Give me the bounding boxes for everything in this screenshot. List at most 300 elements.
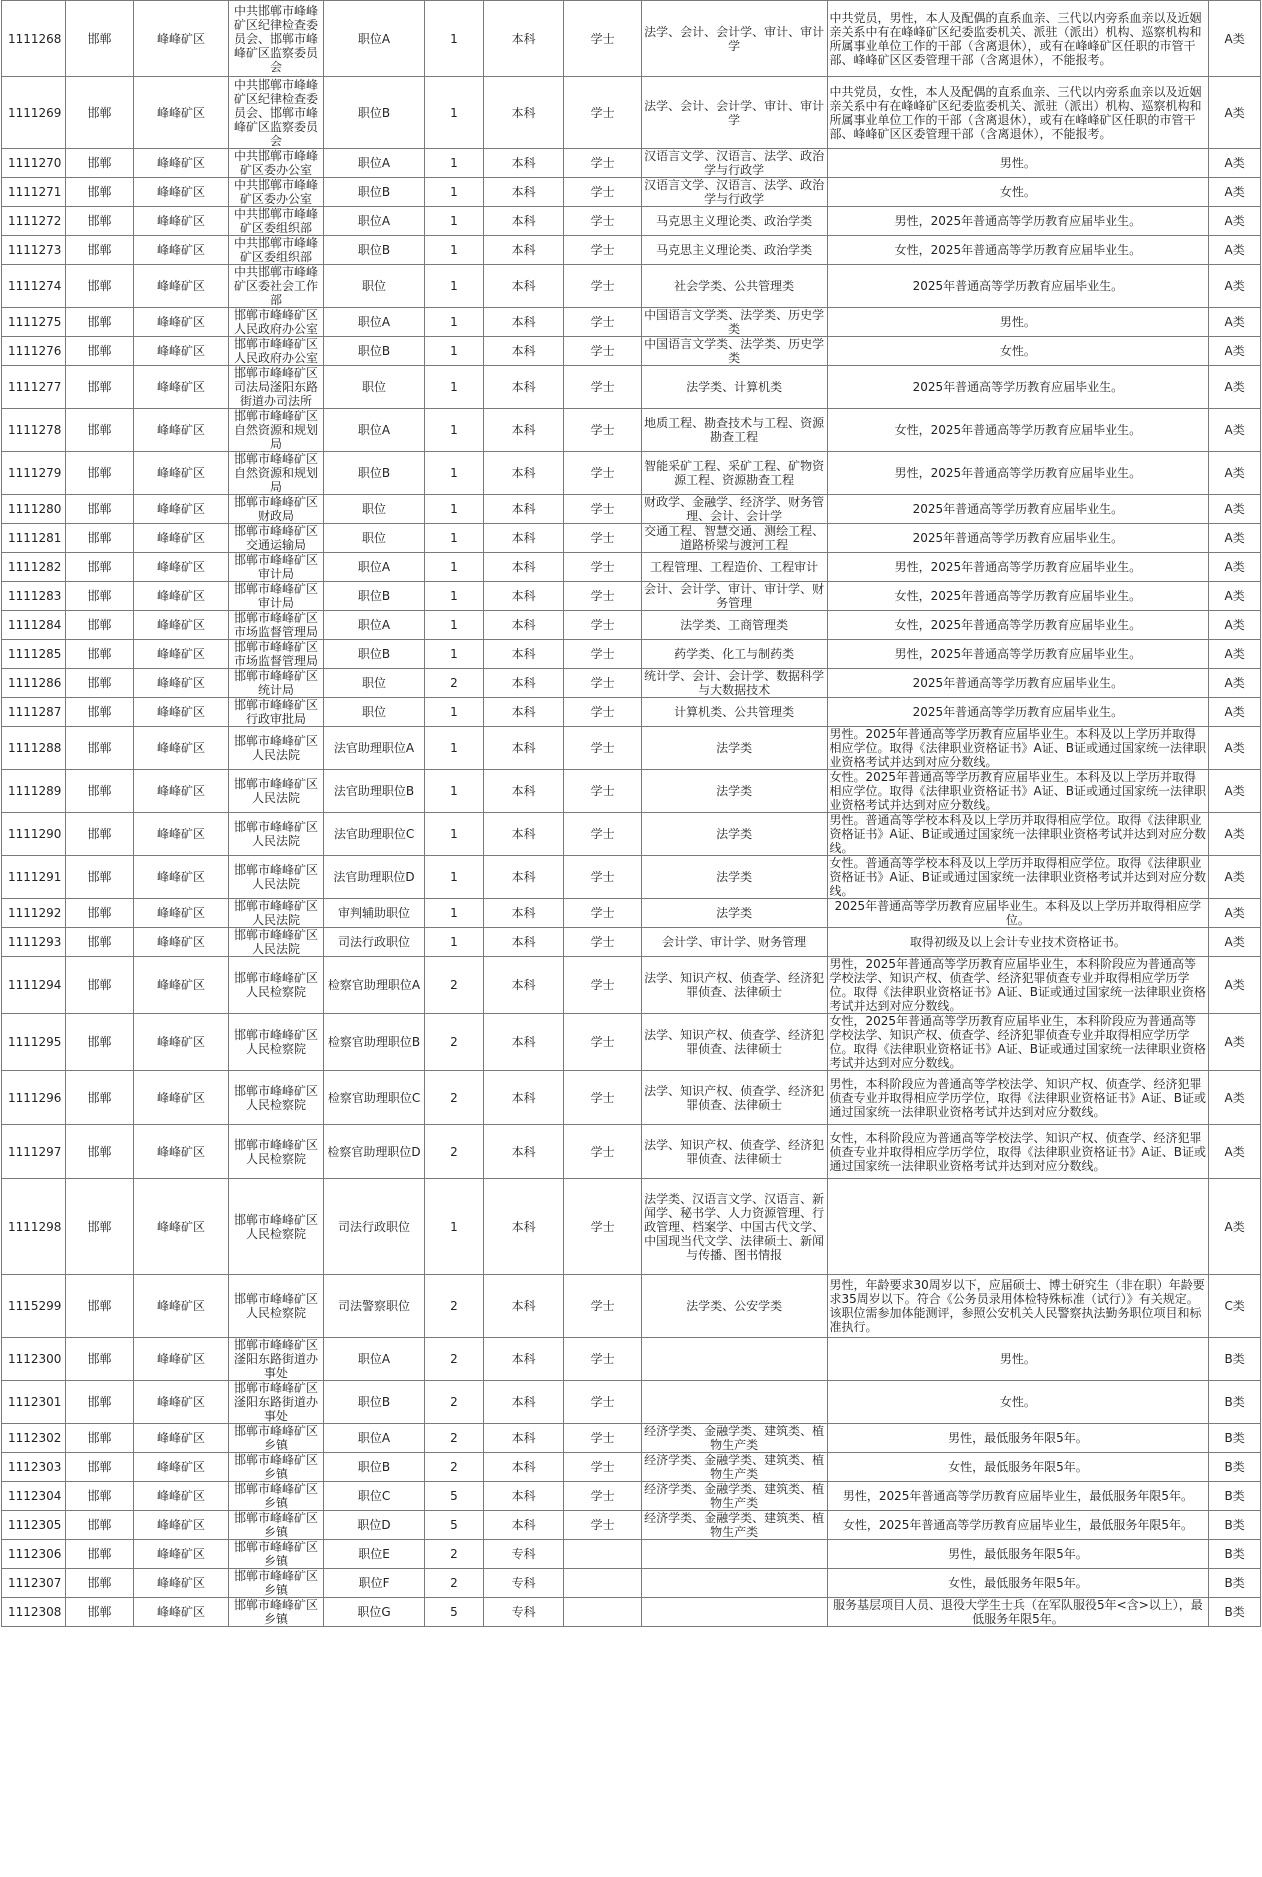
table-row bbox=[2, 611, 1261, 640]
cell-code: 1111274 bbox=[2, 265, 66, 308]
table-row bbox=[2, 928, 1261, 957]
cell-major: 工程管理、工程造价、工程审计 bbox=[641, 553, 827, 582]
cell-unit: 中共邯郸市峰峰矿区纪律检查委员会、邯郸市峰峰矿区监察委员会 bbox=[229, 1, 324, 77]
cell-req: 中共党员，男性，本人及配偶的直系血亲、三代以内旁系血亲以及近姻亲关系中有在峰峰矿区纪委监委机关、派驻（派出）机构、巡察机构和所属事业单位工作的干部（含离退休），或有在峰峰矿区任职的市管干部、峰峰矿区区委管理干部（含离退休），不能报考。 bbox=[827, 1, 1209, 77]
cell-edu: 本科 bbox=[483, 770, 563, 813]
cell-cat: A类 bbox=[1209, 1071, 1261, 1125]
cell-major bbox=[641, 1540, 827, 1569]
cell-major: 经济学类、金融学类、建筑类、植物生产类 bbox=[641, 1424, 827, 1453]
cell-edu: 本科 bbox=[483, 1511, 563, 1540]
cell-code: 1111297 bbox=[2, 1125, 66, 1179]
cell-unit: 邯郸市峰峰矿区人民检察院 bbox=[229, 1125, 324, 1179]
cell-major bbox=[641, 1338, 827, 1381]
cell-req: 女性，2025年普通高等学历教育应届毕业生。 bbox=[827, 409, 1209, 452]
cell-major: 马克思主义理论类、政治学类 bbox=[641, 236, 827, 265]
cell-district: 峰峰矿区 bbox=[134, 856, 229, 899]
cell-num: 1 bbox=[425, 77, 484, 149]
table-row bbox=[2, 1014, 1261, 1071]
cell-degree: 学士 bbox=[564, 524, 641, 553]
cell-degree: 学士 bbox=[564, 1125, 641, 1179]
cell-unit: 邯郸市峰峰矿区人民法院 bbox=[229, 928, 324, 957]
cell-num: 2 bbox=[425, 1014, 484, 1071]
cell-city: 邯郸 bbox=[65, 337, 133, 366]
cell-num: 1 bbox=[425, 452, 484, 495]
cell-unit: 邯郸市峰峰矿区行政审批局 bbox=[229, 698, 324, 727]
cell-cat: A类 bbox=[1209, 149, 1261, 178]
cell-code: 1112306 bbox=[2, 1540, 66, 1569]
cell-district: 峰峰矿区 bbox=[134, 409, 229, 452]
cell-code: 1111292 bbox=[2, 899, 66, 928]
cell-degree: 学士 bbox=[564, 727, 641, 770]
cell-unit: 中共邯郸市峰峰矿区委社会工作部 bbox=[229, 265, 324, 308]
cell-num: 1 bbox=[425, 366, 484, 409]
table-row bbox=[2, 856, 1261, 899]
cell-num: 2 bbox=[425, 1381, 484, 1424]
table-row bbox=[2, 366, 1261, 409]
cell-district: 峰峰矿区 bbox=[134, 149, 229, 178]
cell-city: 邯郸 bbox=[65, 452, 133, 495]
cell-req: 2025年普通高等学历教育应届毕业生。本科及以上学历并取得相应学位。 bbox=[827, 899, 1209, 928]
cell-edu: 专科 bbox=[483, 1598, 563, 1627]
cell-unit: 邯郸市峰峰矿区人民政府办公室 bbox=[229, 308, 324, 337]
cell-major bbox=[641, 1598, 827, 1627]
cell-code: 1111270 bbox=[2, 149, 66, 178]
cell-unit: 邯郸市峰峰矿区人民检察院 bbox=[229, 1014, 324, 1071]
cell-degree: 学士 bbox=[564, 640, 641, 669]
cell-district: 峰峰矿区 bbox=[134, 1014, 229, 1071]
cell-req: 男性，年龄要求30周岁以下，应届硕士、博士研究生（非在职）年龄要求35周岁以下。符合《公务员录用体检特殊标准（试行）》有关规定。该职位需参加体能测评，参照公安机关人民警察执法勤务职位项目和标准执行。 bbox=[827, 1275, 1209, 1338]
table-row bbox=[2, 1511, 1261, 1540]
cell-position: 职位A bbox=[323, 611, 424, 640]
cell-edu: 本科 bbox=[483, 524, 563, 553]
table-row bbox=[2, 337, 1261, 366]
cell-edu: 本科 bbox=[483, 856, 563, 899]
cell-city: 邯郸 bbox=[65, 727, 133, 770]
cell-position: 检察官助理职位B bbox=[323, 1014, 424, 1071]
cell-code: 1111273 bbox=[2, 236, 66, 265]
cell-position: 检察官助理职位A bbox=[323, 957, 424, 1014]
cell-num: 1 bbox=[425, 611, 484, 640]
cell-unit: 邯郸市峰峰矿区乡镇 bbox=[229, 1569, 324, 1598]
cell-code: 1111280 bbox=[2, 495, 66, 524]
cell-edu: 本科 bbox=[483, 265, 563, 308]
cell-unit: 邯郸市峰峰矿区乡镇 bbox=[229, 1598, 324, 1627]
cell-district: 峰峰矿区 bbox=[134, 1598, 229, 1627]
cell-district: 峰峰矿区 bbox=[134, 178, 229, 207]
table-row bbox=[2, 1482, 1261, 1511]
cell-cat: B类 bbox=[1209, 1381, 1261, 1424]
cell-num: 1 bbox=[425, 899, 484, 928]
cell-unit: 邯郸市峰峰矿区乡镇 bbox=[229, 1424, 324, 1453]
cell-district: 峰峰矿区 bbox=[134, 611, 229, 640]
cell-district: 峰峰矿区 bbox=[134, 1424, 229, 1453]
table-row bbox=[2, 308, 1261, 337]
cell-cat: B类 bbox=[1209, 1598, 1261, 1627]
cell-code: 1111287 bbox=[2, 698, 66, 727]
cell-degree: 学士 bbox=[564, 1453, 641, 1482]
cell-req: 女性。普通高等学校本科及以上学历并取得相应学位。取得《法律职业资格证书》A证、B证或通过国家统一法律职业资格考试并达到对应分数线。 bbox=[827, 856, 1209, 899]
cell-unit: 邯郸市峰峰矿区审计局 bbox=[229, 582, 324, 611]
cell-num: 1 bbox=[425, 1, 484, 77]
cell-edu: 本科 bbox=[483, 928, 563, 957]
cell-cat: A类 bbox=[1209, 899, 1261, 928]
cell-city: 邯郸 bbox=[65, 1, 133, 77]
cell-req: 2025年普通高等学历教育应届毕业生。 bbox=[827, 366, 1209, 409]
cell-district: 峰峰矿区 bbox=[134, 669, 229, 698]
cell-major: 交通工程、智慧交通、测绘工程、道路桥梁与渡河工程 bbox=[641, 524, 827, 553]
cell-num: 1 bbox=[425, 409, 484, 452]
cell-edu: 本科 bbox=[483, 1125, 563, 1179]
cell-position: 法官助理职位A bbox=[323, 727, 424, 770]
cell-code: 1111282 bbox=[2, 553, 66, 582]
cell-district: 峰峰矿区 bbox=[134, 770, 229, 813]
table-row bbox=[2, 207, 1261, 236]
cell-cat: A类 bbox=[1209, 1179, 1261, 1275]
cell-unit: 邯郸市峰峰矿区人民检察院 bbox=[229, 1275, 324, 1338]
table-row bbox=[2, 236, 1261, 265]
cell-district: 峰峰矿区 bbox=[134, 1, 229, 77]
cell-district: 峰峰矿区 bbox=[134, 1338, 229, 1381]
cell-degree: 学士 bbox=[564, 928, 641, 957]
table-row bbox=[2, 1071, 1261, 1125]
table-row bbox=[2, 524, 1261, 553]
cell-num: 2 bbox=[425, 1071, 484, 1125]
cell-position: 职位A bbox=[323, 149, 424, 178]
cell-num: 5 bbox=[425, 1598, 484, 1627]
cell-edu: 专科 bbox=[483, 1540, 563, 1569]
cell-major: 社会学类、公共管理类 bbox=[641, 265, 827, 308]
cell-edu: 本科 bbox=[483, 813, 563, 856]
cell-code: 1111293 bbox=[2, 928, 66, 957]
cell-edu: 本科 bbox=[483, 899, 563, 928]
cell-edu: 本科 bbox=[483, 337, 563, 366]
cell-code: 1111294 bbox=[2, 957, 66, 1014]
cell-unit: 邯郸市峰峰矿区人民法院 bbox=[229, 856, 324, 899]
cell-req: 2025年普通高等学历教育应届毕业生。 bbox=[827, 524, 1209, 553]
cell-major bbox=[641, 1569, 827, 1598]
cell-cat: A类 bbox=[1209, 957, 1261, 1014]
cell-edu: 本科 bbox=[483, 1381, 563, 1424]
cell-city: 邯郸 bbox=[65, 1598, 133, 1627]
cell-req: 男性，2025年普通高等学历教育应届毕业生。 bbox=[827, 640, 1209, 669]
cell-unit: 中共邯郸市峰峰矿区委组织部 bbox=[229, 207, 324, 236]
cell-req: 男性。 bbox=[827, 149, 1209, 178]
cell-major: 法学类 bbox=[641, 813, 827, 856]
cell-edu: 本科 bbox=[483, 582, 563, 611]
cell-cat: B类 bbox=[1209, 1338, 1261, 1381]
cell-city: 邯郸 bbox=[65, 813, 133, 856]
cell-major: 法学类、公安学类 bbox=[641, 1275, 827, 1338]
table-row bbox=[2, 698, 1261, 727]
cell-position: 法官助理职位D bbox=[323, 856, 424, 899]
cell-position: 职位A bbox=[323, 308, 424, 337]
cell-req: 男性，2025年普通高等学历教育应届毕业生，最低服务年限5年。 bbox=[827, 1482, 1209, 1511]
cell-position: 司法行政职位 bbox=[323, 1179, 424, 1275]
cell-num: 1 bbox=[425, 149, 484, 178]
cell-edu: 本科 bbox=[483, 727, 563, 770]
cell-num: 1 bbox=[425, 337, 484, 366]
cell-major: 智能采矿工程、采矿工程、矿物资源工程、资源勘查工程 bbox=[641, 452, 827, 495]
cell-unit: 邯郸市峰峰矿区统计局 bbox=[229, 669, 324, 698]
cell-position: 职位F bbox=[323, 1569, 424, 1598]
cell-cat: B类 bbox=[1209, 1453, 1261, 1482]
cell-major: 会计、会计学、审计、审计学、财务管理 bbox=[641, 582, 827, 611]
cell-district: 峰峰矿区 bbox=[134, 928, 229, 957]
cell-unit: 邯郸市峰峰矿区人民检察院 bbox=[229, 957, 324, 1014]
cell-num: 1 bbox=[425, 265, 484, 308]
cell-req: 2025年普通高等学历教育应届毕业生。 bbox=[827, 495, 1209, 524]
cell-position: 司法行政职位 bbox=[323, 928, 424, 957]
cell-position: 检察官助理职位C bbox=[323, 1071, 424, 1125]
cell-degree: 学士 bbox=[564, 149, 641, 178]
cell-num: 2 bbox=[425, 1275, 484, 1338]
table-row bbox=[2, 265, 1261, 308]
cell-num: 1 bbox=[425, 178, 484, 207]
cell-position: 职位 bbox=[323, 495, 424, 524]
cell-position: 职位 bbox=[323, 524, 424, 553]
cell-degree: 学士 bbox=[564, 698, 641, 727]
table-row bbox=[2, 1540, 1261, 1569]
cell-degree: 学士 bbox=[564, 236, 641, 265]
cell-code: 1111272 bbox=[2, 207, 66, 236]
cell-req: 男性，2025年普通高等学历教育应届毕业生。 bbox=[827, 207, 1209, 236]
cell-degree: 学士 bbox=[564, 77, 641, 149]
cell-unit: 邯郸市峰峰矿区人民检察院 bbox=[229, 1179, 324, 1275]
cell-major: 法学类、计算机类 bbox=[641, 366, 827, 409]
cell-edu: 本科 bbox=[483, 1, 563, 77]
cell-edu: 专科 bbox=[483, 1569, 563, 1598]
cell-num: 1 bbox=[425, 236, 484, 265]
table-row bbox=[2, 1, 1261, 77]
cell-degree: 学士 bbox=[564, 1, 641, 77]
cell-cat: A类 bbox=[1209, 582, 1261, 611]
cell-unit: 邯郸市峰峰矿区乡镇 bbox=[229, 1453, 324, 1482]
cell-position: 职位B bbox=[323, 640, 424, 669]
cell-major: 法学类、汉语言文学、汉语言、新闻学、秘书学、人力资源管理、行政管理、档案学、中国古代文学、中国现当代文学、法律硕士、新闻与传播、图书情报 bbox=[641, 1179, 827, 1275]
cell-cat: A类 bbox=[1209, 640, 1261, 669]
cell-edu: 本科 bbox=[483, 640, 563, 669]
cell-cat: A类 bbox=[1209, 337, 1261, 366]
cell-edu: 本科 bbox=[483, 1071, 563, 1125]
cell-unit: 中共邯郸市峰峰矿区委办公室 bbox=[229, 149, 324, 178]
cell-cat: A类 bbox=[1209, 178, 1261, 207]
cell-major: 法学、会计、会计学、审计、审计学 bbox=[641, 1, 827, 77]
cell-city: 邯郸 bbox=[65, 611, 133, 640]
cell-degree: 学士 bbox=[564, 452, 641, 495]
cell-req: 女性。2025年普通高等学历教育应届毕业生。本科及以上学历并取得相应学位。取得《法律职业资格证书》A证、B证或通过国家统一法律职业资格考试并达到对应分数线。 bbox=[827, 770, 1209, 813]
cell-cat: B类 bbox=[1209, 1482, 1261, 1511]
cell-district: 峰峰矿区 bbox=[134, 899, 229, 928]
cell-code: 1111275 bbox=[2, 308, 66, 337]
cell-code: 1111290 bbox=[2, 813, 66, 856]
cell-city: 邯郸 bbox=[65, 770, 133, 813]
cell-edu: 本科 bbox=[483, 452, 563, 495]
cell-degree: 学士 bbox=[564, 409, 641, 452]
cell-edu: 本科 bbox=[483, 1424, 563, 1453]
cell-major: 法学类 bbox=[641, 899, 827, 928]
cell-degree: 学士 bbox=[564, 1381, 641, 1424]
cell-req: 服务基层项目人员、退役大学生士兵（在军队服役5年<含>以上），最低服务年限5年。 bbox=[827, 1598, 1209, 1627]
cell-unit: 邯郸市峰峰矿区市场监督管理局 bbox=[229, 611, 324, 640]
table-row bbox=[2, 1569, 1261, 1598]
table-row bbox=[2, 640, 1261, 669]
cell-degree: 学士 bbox=[564, 178, 641, 207]
cell-major: 汉语言文学、汉语言、法学、政治学与行政学 bbox=[641, 178, 827, 207]
cell-position: 法官助理职位C bbox=[323, 813, 424, 856]
cell-city: 邯郸 bbox=[65, 1338, 133, 1381]
cell-position: 职位 bbox=[323, 265, 424, 308]
cell-unit: 中共邯郸市峰峰矿区委办公室 bbox=[229, 178, 324, 207]
cell-cat: A类 bbox=[1209, 409, 1261, 452]
cell-req: 男性，2025年普通高等学历教育应届毕业生，本科阶段应为普通高等学校法学、知识产权、侦查学、经济犯罪侦查专业并取得相应学历学位。取得《法律职业资格证书》A证、B证或通过国家统一法律职业资格考试并达到对应分数线。 bbox=[827, 957, 1209, 1014]
cell-num: 1 bbox=[425, 856, 484, 899]
cell-req: 女性，2025年普通高等学历教育应届毕业生。 bbox=[827, 236, 1209, 265]
cell-major: 法学类、工商管理类 bbox=[641, 611, 827, 640]
cell-district: 峰峰矿区 bbox=[134, 727, 229, 770]
cell-position: 检察官助理职位D bbox=[323, 1125, 424, 1179]
cell-position: 职位A bbox=[323, 409, 424, 452]
cell-degree: 学士 bbox=[564, 1511, 641, 1540]
cell-unit: 邯郸市峰峰矿区人民法院 bbox=[229, 770, 324, 813]
cell-unit: 邯郸市峰峰矿区滏阳东路街道办事处 bbox=[229, 1338, 324, 1381]
cell-degree: 学士 bbox=[564, 899, 641, 928]
cell-req: 男性。2025年普通高等学历教育应届毕业生。本科及以上学历并取得相应学位。取得《法律职业资格证书》A证、B证或通过国家统一法律职业资格考试并达到对应分数线。 bbox=[827, 727, 1209, 770]
cell-major: 法学类 bbox=[641, 770, 827, 813]
cell-position: 职位G bbox=[323, 1598, 424, 1627]
cell-cat: B类 bbox=[1209, 1540, 1261, 1569]
cell-district: 峰峰矿区 bbox=[134, 265, 229, 308]
cell-district: 峰峰矿区 bbox=[134, 77, 229, 149]
cell-cat: A类 bbox=[1209, 1014, 1261, 1071]
cell-edu: 本科 bbox=[483, 149, 563, 178]
cell-unit: 邯郸市峰峰矿区审计局 bbox=[229, 553, 324, 582]
cell-position: 职位A bbox=[323, 207, 424, 236]
cell-position: 职位C bbox=[323, 1482, 424, 1511]
table-row bbox=[2, 452, 1261, 495]
cell-req bbox=[827, 1179, 1209, 1275]
cell-edu: 本科 bbox=[483, 77, 563, 149]
cell-cat: A类 bbox=[1209, 452, 1261, 495]
cell-city: 邯郸 bbox=[65, 1275, 133, 1338]
cell-city: 邯郸 bbox=[65, 77, 133, 149]
cell-district: 峰峰矿区 bbox=[134, 1482, 229, 1511]
cell-major: 法学、知识产权、侦查学、经济犯罪侦查、法律硕士 bbox=[641, 1071, 827, 1125]
cell-code: 1111269 bbox=[2, 77, 66, 149]
cell-major: 财政学、金融学、经济学、财务管理、会计、会计学 bbox=[641, 495, 827, 524]
cell-num: 1 bbox=[425, 582, 484, 611]
table-body bbox=[2, 1, 1261, 1627]
table-row bbox=[2, 813, 1261, 856]
cell-position: 职位A bbox=[323, 1424, 424, 1453]
cell-degree: 学士 bbox=[564, 813, 641, 856]
cell-num: 1 bbox=[425, 1179, 484, 1275]
cell-unit: 邯郸市峰峰矿区自然资源和规划局 bbox=[229, 452, 324, 495]
cell-city: 邯郸 bbox=[65, 698, 133, 727]
cell-cat: A类 bbox=[1209, 77, 1261, 149]
cell-district: 峰峰矿区 bbox=[134, 640, 229, 669]
cell-city: 邯郸 bbox=[65, 1569, 133, 1598]
cell-city: 邯郸 bbox=[65, 669, 133, 698]
table-row bbox=[2, 669, 1261, 698]
cell-city: 邯郸 bbox=[65, 1125, 133, 1179]
cell-code: 1112308 bbox=[2, 1598, 66, 1627]
table-row bbox=[2, 149, 1261, 178]
cell-req: 女性，2025年普通高等学历教育应届毕业生。 bbox=[827, 611, 1209, 640]
cell-district: 峰峰矿区 bbox=[134, 236, 229, 265]
cell-city: 邯郸 bbox=[65, 1540, 133, 1569]
table-row bbox=[2, 1381, 1261, 1424]
cell-position: 法官助理职位B bbox=[323, 770, 424, 813]
cell-code: 1111284 bbox=[2, 611, 66, 640]
cell-major: 法学、知识产权、侦查学、经济犯罪侦查、法律硕士 bbox=[641, 957, 827, 1014]
cell-num: 2 bbox=[425, 1540, 484, 1569]
cell-city: 邯郸 bbox=[65, 582, 133, 611]
cell-position: 职位B bbox=[323, 236, 424, 265]
cell-position: 职位B bbox=[323, 77, 424, 149]
cell-position: 职位B bbox=[323, 178, 424, 207]
cell-district: 峰峰矿区 bbox=[134, 1453, 229, 1482]
cell-district: 峰峰矿区 bbox=[134, 1179, 229, 1275]
cell-major: 地质工程、勘查技术与工程、资源勘查工程 bbox=[641, 409, 827, 452]
cell-code: 1111296 bbox=[2, 1071, 66, 1125]
cell-cat: B类 bbox=[1209, 1569, 1261, 1598]
cell-degree bbox=[564, 1598, 641, 1627]
cell-edu: 本科 bbox=[483, 1453, 563, 1482]
cell-req: 女性，2025年普通高等学历教育应届毕业生。 bbox=[827, 582, 1209, 611]
cell-major: 法学类 bbox=[641, 727, 827, 770]
cell-num: 1 bbox=[425, 207, 484, 236]
cell-city: 邯郸 bbox=[65, 207, 133, 236]
cell-req: 2025年普通高等学历教育应届毕业生。 bbox=[827, 669, 1209, 698]
cell-major: 法学、知识产权、侦查学、经济犯罪侦查、法律硕士 bbox=[641, 1014, 827, 1071]
cell-major: 法学、会计、会计学、审计、审计学 bbox=[641, 77, 827, 149]
cell-major bbox=[641, 1381, 827, 1424]
table-row bbox=[2, 1453, 1261, 1482]
cell-cat: A类 bbox=[1209, 928, 1261, 957]
table-row bbox=[2, 1125, 1261, 1179]
cell-num: 1 bbox=[425, 553, 484, 582]
cell-edu: 本科 bbox=[483, 1275, 563, 1338]
cell-cat: A类 bbox=[1209, 265, 1261, 308]
cell-code: 1111286 bbox=[2, 669, 66, 698]
cell-req: 中共党员，女性，本人及配偶的直系血亲、三代以内旁系血亲以及近姻亲关系中有在峰峰矿区纪委监委机关、派驻（派出）机构、巡察机构和所属事业单位工作的干部（含离退休），或有在峰峰矿区任职的市管干部、峰峰矿区区委管理干部（含离退休），不能报考。 bbox=[827, 77, 1209, 149]
cell-code: 1111277 bbox=[2, 366, 66, 409]
cell-major: 药学类、化工与制药类 bbox=[641, 640, 827, 669]
cell-position: 职位 bbox=[323, 698, 424, 727]
cell-unit: 邯郸市峰峰矿区财政局 bbox=[229, 495, 324, 524]
cell-req: 女性，本科阶段应为普通高等学校法学、知识产权、侦查学、经济犯罪侦查专业并取得相应学历学位，取得《法律职业资格证书》A证、B证或通过国家统一法律职业资格考试并达到对应分数线。 bbox=[827, 1125, 1209, 1179]
cell-cat: A类 bbox=[1209, 495, 1261, 524]
cell-unit: 邯郸市峰峰矿区滏阳东路街道办事处 bbox=[229, 1381, 324, 1424]
cell-cat: B类 bbox=[1209, 1511, 1261, 1540]
cell-num: 2 bbox=[425, 1125, 484, 1179]
cell-code: 1112301 bbox=[2, 1381, 66, 1424]
cell-position: 职位D bbox=[323, 1511, 424, 1540]
cell-position: 职位 bbox=[323, 366, 424, 409]
cell-req: 女性，最低服务年限5年。 bbox=[827, 1569, 1209, 1598]
cell-code: 1112307 bbox=[2, 1569, 66, 1598]
table-row bbox=[2, 1598, 1261, 1627]
cell-edu: 本科 bbox=[483, 495, 563, 524]
cell-code: 1111298 bbox=[2, 1179, 66, 1275]
cell-edu: 本科 bbox=[483, 957, 563, 1014]
cell-major: 经济学类、金融学类、建筑类、植物生产类 bbox=[641, 1453, 827, 1482]
cell-unit: 邯郸市峰峰矿区乡镇 bbox=[229, 1482, 324, 1511]
cell-unit: 邯郸市峰峰矿区人民法院 bbox=[229, 813, 324, 856]
table-row bbox=[2, 409, 1261, 452]
cell-degree bbox=[564, 1569, 641, 1598]
cell-num: 2 bbox=[425, 1338, 484, 1381]
